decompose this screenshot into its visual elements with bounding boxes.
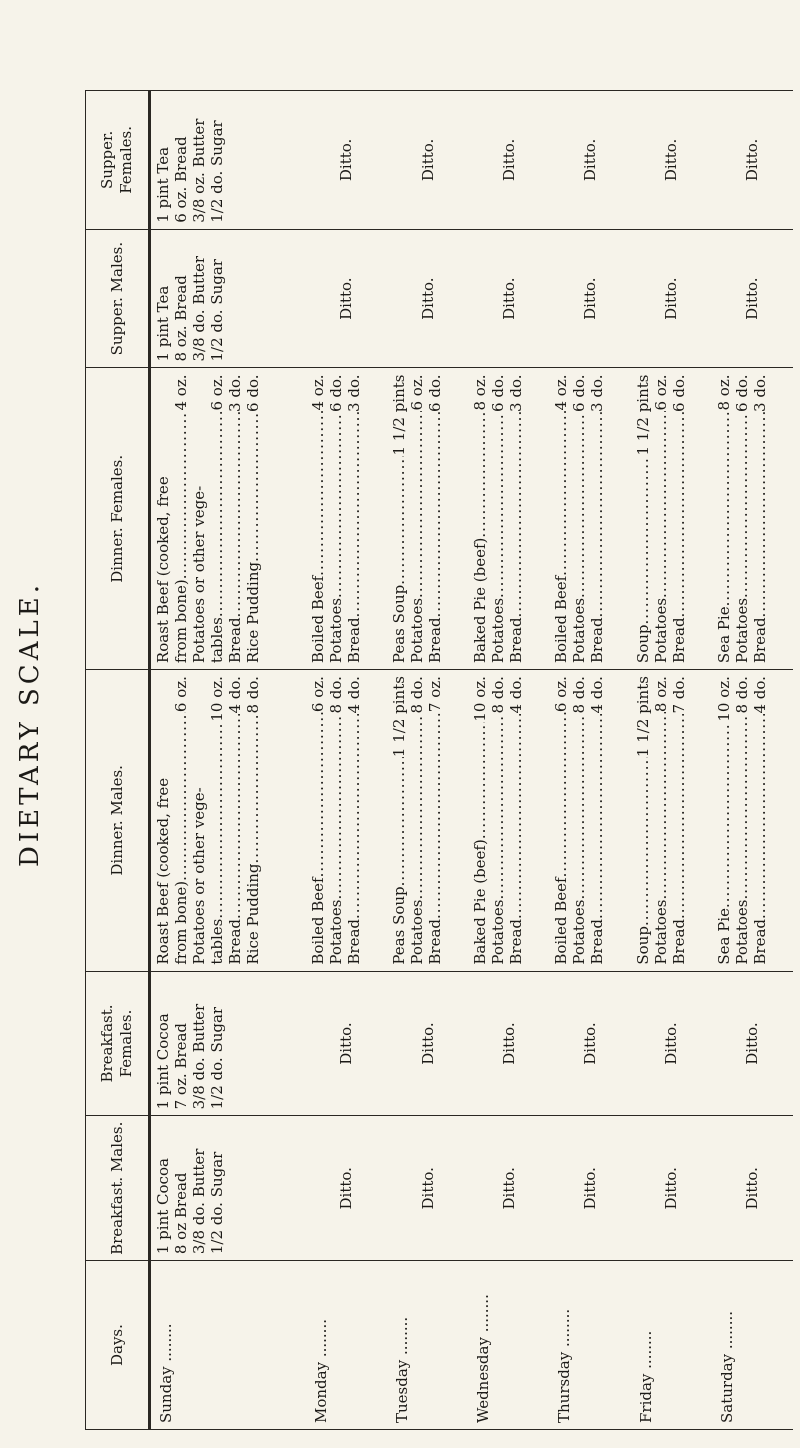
leader-dots [670, 714, 688, 919]
leader-dots [588, 714, 606, 919]
breakfast-females-cell: Ditto. [712, 971, 793, 1116]
dinner-males-qty: 6 oz. [552, 676, 571, 713]
dinner-females-line [208, 375, 226, 664]
dinner-males-qty: 6 oz. [308, 676, 327, 713]
dinner-males-item: Bread [425, 919, 444, 965]
supper-females-cell: Ditto. [549, 91, 630, 230]
dinner-females-qty: 6 do. [669, 374, 688, 412]
dietary-table [85, 90, 793, 1430]
dinner-males-item: Boiled Beef [552, 877, 571, 965]
dinner-females-qty: 6 oz. [651, 374, 670, 411]
dinner-females-line [345, 375, 363, 664]
dinner-males-line [715, 676, 733, 965]
dinner-males-qty: 1 1/2 pints [633, 676, 652, 758]
leader-dots [390, 456, 408, 585]
leader-dots [507, 412, 525, 617]
leader-dots [226, 714, 244, 919]
leader-dots [471, 722, 489, 840]
supper-females-line: 1/2 do. Sugar [208, 120, 226, 223]
leader-dots [309, 712, 327, 877]
dinner-females-qty: 8 oz. [471, 374, 490, 411]
dinner-females-item: Bread [344, 617, 363, 664]
header-row [86, 91, 150, 1430]
dinner-males-item: Roast Beef (cooked, free [154, 777, 172, 965]
supper-females-line: 1 pint Tea [154, 146, 172, 223]
leader-dots [471, 411, 489, 538]
supper-males-cell: Ditto. [306, 229, 387, 368]
dinner-females-qty: 4 oz. [308, 374, 327, 411]
supper-females-line: 6 oz. Bread [172, 136, 190, 223]
leader-dots [652, 712, 670, 899]
leader-dots [507, 714, 525, 919]
dinner-males-item: Bread [344, 919, 363, 965]
dinner-females-line [172, 375, 190, 664]
breakfast-males-cell: Ditto. [549, 1116, 630, 1261]
breakfast-males-cell: Ditto. [387, 1116, 468, 1261]
dinner-females-qty: 6 oz. [208, 374, 226, 411]
dinner-males-cell [712, 670, 793, 972]
dinner-males-cell [150, 670, 306, 972]
dinner-females-line [733, 375, 751, 664]
supper-females-cell: Ditto. [387, 91, 468, 230]
dinner-females-qty: 3 do. [588, 374, 607, 412]
dinner-males-qty: 7 do. [669, 676, 688, 714]
dinner-females-line [244, 375, 262, 664]
dinner-females-line [327, 375, 345, 664]
dinner-females-item: Bread [507, 617, 526, 664]
dinner-females-item: Bread [669, 617, 688, 664]
leader-dots [733, 714, 751, 900]
dinner-females-qty: 3 do. [226, 374, 244, 412]
leader-dots [172, 712, 190, 881]
dinner-females-line [408, 375, 426, 664]
breakfast-females-line: 3/8 do. Butter [190, 1003, 208, 1110]
dinner-males-line [670, 676, 688, 965]
supper-females-cell: Ditto. [631, 91, 712, 230]
dinner-females-item: Boiled Beef [308, 575, 327, 664]
day-cell: Friday ........ [631, 1261, 712, 1430]
dinner-females-line [471, 375, 489, 664]
dinner-females-item: Baked Pie (beef) [471, 537, 490, 664]
dinner-females-item: Potatoes [489, 597, 508, 664]
dinner-males-qty: 8 do. [326, 676, 345, 714]
supper-males-cell [150, 229, 306, 368]
dinner-females-cell [549, 368, 630, 670]
supper-males-cell: Ditto. [549, 229, 630, 368]
dinner-females-item: Potatoes [651, 597, 670, 664]
dinner-males-item: Potatoes [489, 899, 508, 965]
dinner-males-line [471, 676, 489, 965]
dinner-males-qty: 8 oz. [651, 676, 670, 713]
breakfast-females-line: 1/2 do. Sugar [208, 1006, 226, 1110]
table-row [306, 91, 387, 1430]
dinner-females-cell [387, 368, 468, 670]
dinner-males-qty: 1 1/2 pints [389, 676, 408, 758]
dinner-males-qty: 8 do. [407, 676, 426, 714]
dinner-females-item: tables [208, 617, 226, 664]
dinner-males-item: from bone) [172, 880, 190, 965]
dinner-females-line [426, 375, 444, 664]
leader-dots [426, 712, 444, 919]
dinner-males-item: Potatoes [732, 899, 751, 965]
dinner-males-line [570, 676, 588, 965]
leader-dots [570, 412, 588, 598]
supper-males-line: 8 oz. Bread [172, 275, 190, 362]
dinner-females-item: Bread [226, 617, 244, 664]
leader-dots [552, 411, 570, 576]
dinner-males-line [751, 676, 769, 965]
leader-dots [751, 714, 769, 919]
dinner-females-line [751, 375, 769, 664]
dinner-females-line [652, 375, 670, 664]
dinner-males-line [226, 676, 244, 965]
breakfast-males-cell: Ditto. [631, 1116, 712, 1261]
table-row [150, 91, 306, 1430]
dinner-females-qty: 4 oz. [172, 374, 190, 411]
dinner-females-item: Peas Soup [389, 584, 408, 664]
dinner-females-item: Boiled Beef [552, 575, 571, 664]
dinner-males-item: Potatoes [651, 899, 670, 965]
dinner-males-line [507, 676, 525, 965]
dinner-females-item: Roast Beef (cooked, free [154, 476, 172, 664]
breakfast-males-line: 1/2 do. Sugar [208, 1151, 226, 1255]
table-row [712, 91, 793, 1430]
dinner-females-item: Potatoes [326, 597, 345, 664]
supper-males-line: 1/2 do. Sugar [208, 259, 226, 362]
dinner-males-qty: 4 do. [344, 676, 363, 714]
dinner-males-item: Potatoes or other vege- [190, 787, 208, 965]
dinner-females-cell [150, 368, 306, 670]
header-days: Days. [86, 1261, 150, 1430]
dinner-males-cell [549, 670, 630, 972]
header-breakfast-females: Breakfast. Females. [86, 971, 150, 1116]
dinner-females-item: Potatoes [732, 597, 751, 664]
dinner-females-qty: 6 do. [244, 374, 262, 412]
day-cell: Sunday ........ [150, 1261, 306, 1430]
dinner-males-cell [631, 670, 712, 972]
dinner-males-line [208, 676, 226, 965]
dinner-males-qty: 4 do. [588, 676, 607, 714]
table-row [631, 91, 712, 1430]
dinner-females-qty: 6 do. [425, 374, 444, 412]
dinner-females-qty: 6 do. [326, 374, 345, 412]
supper-males-cell: Ditto. [712, 229, 793, 368]
dinner-females-item: Bread [750, 617, 769, 664]
dinner-females-cell [712, 368, 793, 670]
dinner-males-item: Bread [507, 919, 526, 965]
supper-males-line: 1 pint Tea [154, 285, 172, 362]
breakfast-males-line: 8 oz Bread [172, 1172, 190, 1255]
leader-dots [634, 757, 652, 926]
dinner-males-line [154, 676, 172, 965]
day-cell: Thursday ........ [549, 1261, 630, 1430]
dinner-males-item: Potatoes [326, 899, 345, 965]
leader-dots [715, 722, 733, 908]
dinner-males-line [634, 676, 652, 965]
dinner-males-line [190, 676, 208, 965]
leader-dots [390, 757, 408, 886]
dinner-males-line [588, 676, 606, 965]
dinner-males-line [390, 676, 408, 965]
dinner-females-line [390, 375, 408, 664]
dinner-females-cell [631, 368, 712, 670]
breakfast-males-line: 1 pint Cocoa [154, 1158, 172, 1255]
dinner-males-item: Bread [669, 919, 688, 965]
dinner-females-line [507, 375, 525, 664]
dinner-females-qty: 1 1/2 pints [633, 374, 652, 456]
breakfast-females-line: 1 pint Cocoa [154, 1013, 172, 1110]
dinner-males-line [552, 676, 570, 965]
dinner-males-qty: 4 do. [750, 676, 769, 714]
dinner-females-line [309, 375, 327, 664]
dinner-males-qty: 10 oz. [208, 676, 226, 722]
dinner-males-line [327, 676, 345, 965]
dinner-males-item: Baked Pie (beef) [471, 839, 490, 965]
dinner-females-cell [468, 368, 549, 670]
dinner-females-qty: 3 do. [750, 374, 769, 412]
dinner-females-item: Potatoes or other vege- [190, 485, 208, 664]
day-cell: Tuesday ........ [387, 1261, 468, 1430]
leader-dots [670, 412, 688, 617]
dinner-males-line [408, 676, 426, 965]
leader-dots [226, 412, 244, 617]
dinner-males-item: Potatoes [407, 899, 426, 965]
dinner-males-item: Potatoes [570, 899, 589, 965]
breakfast-females-cell [150, 971, 306, 1116]
page-title: DIETARY SCALE. [15, 581, 45, 867]
dinner-males-cell [387, 670, 468, 972]
dinner-females-cell [306, 368, 387, 670]
leader-dots [489, 412, 507, 598]
supper-males-cell: Ditto. [468, 229, 549, 368]
dinner-males-qty: 8 do. [244, 676, 262, 714]
supper-males-cell: Ditto. [631, 229, 712, 368]
breakfast-females-cell: Ditto. [468, 971, 549, 1116]
dinner-females-item: Bread [425, 617, 444, 664]
leader-dots [489, 714, 507, 900]
leader-dots [172, 411, 190, 580]
day-cell: Wednesday ........ [468, 1261, 549, 1430]
dinner-males-line [489, 676, 507, 965]
leader-dots [408, 411, 426, 598]
dinner-males-qty: 10 oz. [471, 676, 490, 722]
dinner-males-item: Peas Soup [389, 886, 408, 965]
dinner-males-item: Bread [226, 919, 244, 965]
breakfast-males-line: 3/8 do. Butter [190, 1148, 208, 1255]
breakfast-males-cell [150, 1116, 306, 1261]
leader-dots [733, 412, 751, 598]
dinner-males-line [733, 676, 751, 965]
day-cell: Saturday ........ [712, 1261, 793, 1430]
dinner-females-item: Potatoes [407, 597, 426, 664]
dinner-males-qty: 8 do. [489, 676, 508, 714]
leader-dots [570, 714, 588, 900]
table-row [387, 91, 468, 1430]
leader-dots [652, 411, 670, 598]
dinner-males-item: Bread [588, 919, 607, 965]
dinner-females-line [226, 375, 244, 664]
breakfast-males-cell: Ditto. [306, 1116, 387, 1261]
dinner-males-line [652, 676, 670, 965]
leader-dots [208, 722, 226, 919]
dinner-females-line [670, 375, 688, 664]
dinner-males-qty: 8 do. [570, 676, 589, 714]
supper-females-cell: Ditto. [468, 91, 549, 230]
header-supper-females: Supper. Females. [86, 91, 150, 230]
dinner-females-item: Potatoes [570, 597, 589, 664]
dinner-females-item: Soup [633, 624, 652, 664]
dinner-males-item: Bread [750, 919, 769, 965]
leader-dots [552, 712, 570, 877]
supper-females-cell [150, 91, 306, 230]
breakfast-females-cell: Ditto. [387, 971, 468, 1116]
dinner-females-qty: 6 do. [570, 374, 589, 412]
table-body [150, 91, 794, 1430]
dinner-males-qty: 7 oz. [425, 676, 444, 713]
dinner-males-line [426, 676, 444, 965]
leader-dots [715, 411, 733, 607]
dinner-males-qty: 4 do. [507, 676, 526, 714]
header-supper-males: Supper. Males. [86, 229, 150, 368]
dinner-males-line [309, 676, 327, 965]
leader-dots [327, 714, 345, 900]
dinner-females-item: Bread [588, 617, 607, 664]
dinner-females-line [552, 375, 570, 664]
header-dinner-males: Dinner. Males. [86, 670, 150, 972]
breakfast-females-cell: Ditto. [631, 971, 712, 1116]
dinner-males-qty: 10 oz. [714, 676, 733, 722]
dinner-females-qty: 1 1/2 pints [389, 374, 408, 456]
supper-males-cell: Ditto. [387, 229, 468, 368]
leader-dots [244, 714, 262, 864]
breakfast-females-line: 7 oz. Bread [172, 1022, 190, 1110]
dinner-males-qty: 8 do. [732, 676, 751, 714]
dinner-females-line [190, 375, 208, 664]
dinner-males-line [244, 676, 262, 965]
leader-dots [327, 412, 345, 598]
supper-females-cell: Ditto. [712, 91, 793, 230]
leader-dots [634, 456, 652, 625]
dinner-females-qty: 3 do. [507, 374, 526, 412]
dinner-females-line [634, 375, 652, 664]
dinner-males-item: Rice Pudding [244, 863, 262, 965]
table-row [549, 91, 630, 1430]
header-dinner-females: Dinner. Females. [86, 368, 150, 670]
dinner-females-qty: 6 oz. [407, 374, 426, 411]
leader-dots [408, 714, 426, 900]
table-row [468, 91, 549, 1430]
leader-dots [309, 411, 327, 576]
dinner-males-item: Sea Pie [714, 907, 733, 965]
leader-dots [208, 411, 226, 618]
dinner-females-qty: 8 oz. [714, 374, 733, 411]
dinner-females-line [570, 375, 588, 664]
dinner-males-qty: 6 oz. [172, 676, 190, 713]
dinner-females-item: Sea Pie [714, 606, 733, 664]
leader-dots [751, 412, 769, 617]
dinner-females-line [715, 375, 733, 664]
leader-dots [345, 412, 363, 617]
dinner-males-item: Boiled Beef [308, 877, 327, 965]
day-cell: Monday ........ [306, 1261, 387, 1430]
supper-females-line: 3/8 oz. Butter [190, 118, 208, 223]
dinner-females-line [489, 375, 507, 664]
breakfast-males-cell: Ditto. [712, 1116, 793, 1261]
dinner-males-item: Soup [633, 926, 652, 965]
leader-dots [588, 412, 606, 617]
dinner-females-line [588, 375, 606, 664]
header-breakfast-males: Breakfast. Males. [86, 1116, 150, 1261]
dinner-males-line [172, 676, 190, 965]
dinner-males-cell [306, 670, 387, 972]
dinner-females-line [154, 375, 172, 664]
breakfast-males-cell: Ditto. [468, 1116, 549, 1261]
dinner-females-item: Rice Pudding [244, 561, 262, 664]
leader-dots [244, 412, 262, 562]
breakfast-females-cell: Ditto. [306, 971, 387, 1116]
dinner-females-qty: 3 do. [344, 374, 363, 412]
supper-females-cell: Ditto. [306, 91, 387, 230]
breakfast-females-cell: Ditto. [549, 971, 630, 1116]
dinner-females-qty: 6 do. [732, 374, 751, 412]
supper-males-line: 3/8 do. Butter [190, 255, 208, 362]
dinner-males-cell [468, 670, 549, 972]
dinner-males-item: tables [208, 918, 226, 965]
dinner-males-qty: 4 do. [226, 676, 244, 714]
dinner-females-qty: 4 oz. [552, 374, 571, 411]
dinner-females-qty: 6 do. [489, 374, 508, 412]
dietary-table-container [85, 90, 793, 1430]
dinner-females-item: from bone) [172, 579, 190, 664]
page-title-container [0, 0, 60, 1448]
dinner-males-line [345, 676, 363, 965]
leader-dots [426, 412, 444, 617]
leader-dots [345, 714, 363, 919]
